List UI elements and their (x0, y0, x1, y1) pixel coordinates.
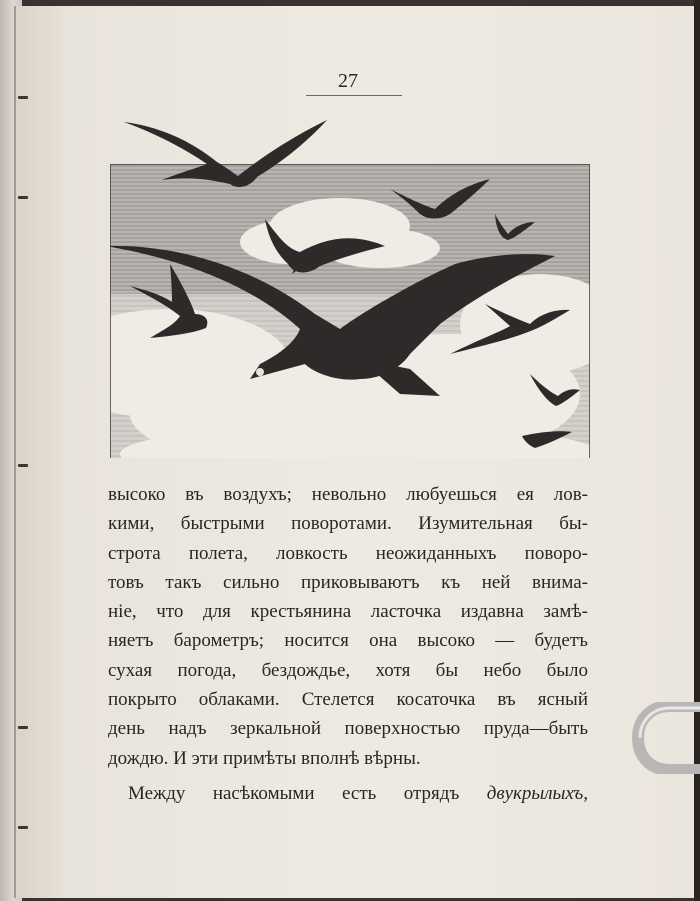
text-line: сухая погода, бездождье, хотя бы небо было (108, 659, 588, 681)
binding-stitch (18, 196, 28, 199)
text-line: няетъ барометръ; носится она высоко — будетъ (108, 630, 588, 652)
swallows-engraving (110, 164, 590, 458)
binding-stitch (18, 826, 28, 829)
text-line: строта полета, ловкость неожиданныхъ поворо- (108, 542, 588, 564)
page-number: 27 (338, 70, 358, 92)
text-line-paragraph-start (108, 779, 588, 808)
page-clip (630, 702, 700, 774)
body-text (108, 480, 588, 808)
swallow-top-left-bird (122, 112, 332, 197)
binding-stitch (18, 726, 28, 729)
binding-stitch (18, 96, 28, 99)
text-line: день надъ зеркальной поверхностью пруда—быть (108, 718, 588, 740)
italic-term: двукрылыхъ, (486, 782, 588, 804)
paragraph-start-text: Между насѣкомыми есть отрядъ (128, 782, 460, 804)
text-line: покрыто облаками. Стелется косаточка въ ясный (108, 689, 588, 711)
binding-stitch (18, 464, 28, 467)
text-line: дождю. И эти примѣты вполнѣ вѣрны. (108, 747, 421, 769)
text-line: нiе, что для крестьянина ласточка издавна замѣ- (108, 601, 588, 623)
text-line: кими, быстрыми поворотами. Изумительная бы- (108, 513, 588, 535)
text-line: высоко въ воздухъ; невольно любуешься ея лов- (108, 484, 588, 505)
text-line: товъ такъ сильно приковываютъ къ ней внима- (108, 571, 588, 593)
page-number-rule (306, 95, 402, 96)
